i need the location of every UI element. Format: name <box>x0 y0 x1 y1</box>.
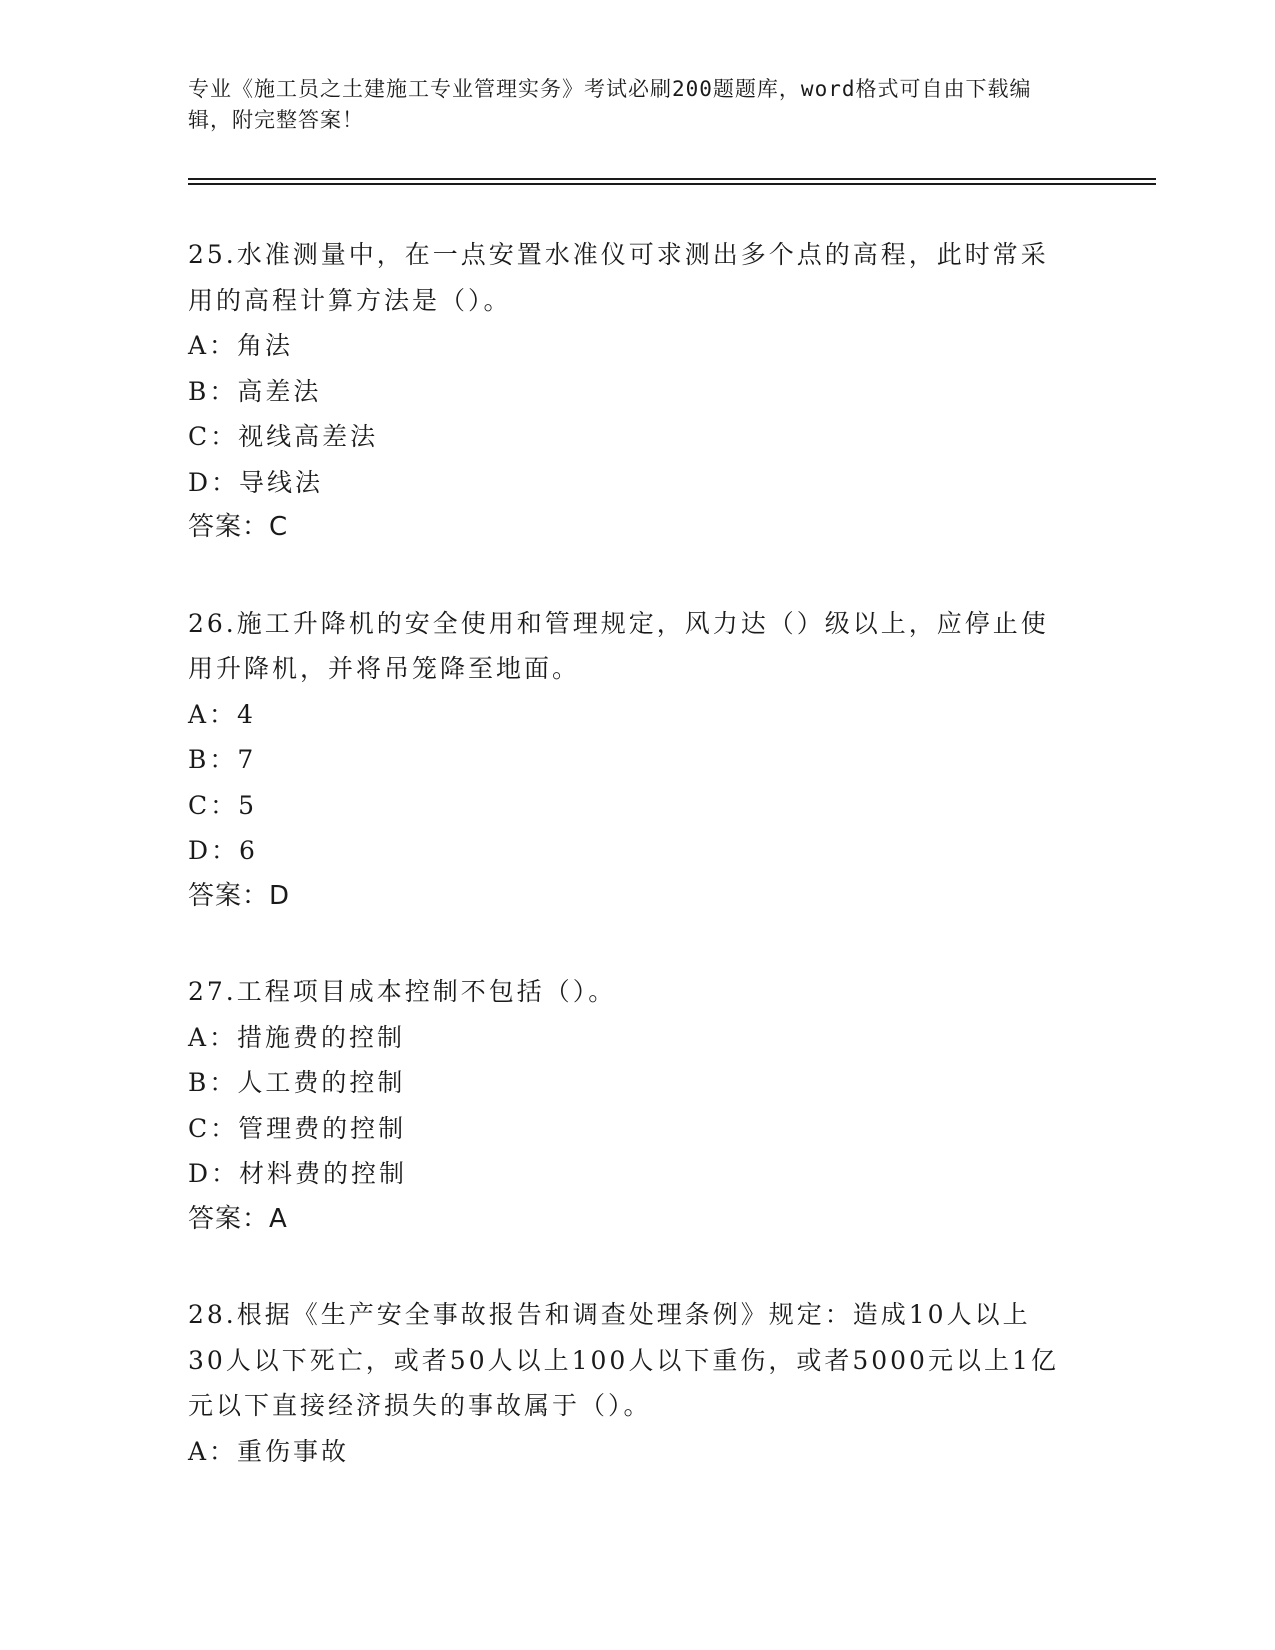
answer-label: 答案：C <box>188 512 289 542</box>
question-stem: 25.水准测量中，在一点安置水准仪可求测出多个点的高程，此时常采用的高程计算方法是（）。 <box>188 240 1049 315</box>
option-a: A：4 <box>188 699 256 729</box>
question-stem: 27.工程项目成本控制不包括（）。 <box>188 977 617 1006</box>
option-b: B：高差法 <box>188 376 322 406</box>
question-28 <box>188 1292 1088 1474</box>
question-stem: 28.根据《生产安全事故报告和调查处理条例》规定：造成10人以上30人以下死亡，或者50人以上100人以下重伤，或者5000元以上1亿元以下直接经济损失的事故属于（）。 <box>188 1300 1059 1420</box>
option-d: D：6 <box>188 836 258 865</box>
answer-label: 答案：A <box>188 1203 288 1234</box>
question-stem: 26.施工升降机的安全使用和管理规定，风力达（）级以上，应停止使用升降机，并将吊笼降至地面。 <box>188 608 1049 683</box>
option-b: B：人工费的控制 <box>188 1068 406 1097</box>
option-c: C：视线高差法 <box>188 422 379 451</box>
option-d: D：导线法 <box>188 467 324 497</box>
option-c: C：5 <box>188 790 258 820</box>
option-d: D：材料费的控制 <box>188 1159 408 1188</box>
option-c: C：管理费的控制 <box>188 1113 407 1143</box>
question-list <box>188 232 1088 1524</box>
document-header: 专业《施工员之土建施工专业管理实务》考试必刷200题题库，word格式可自由下载编辑，附完整答案！ <box>188 77 1032 132</box>
option-a: A：角法 <box>188 331 294 360</box>
question-26 <box>188 601 1088 920</box>
question-27 <box>188 969 1088 1242</box>
option-a: A：重伤事故 <box>188 1436 350 1466</box>
header-rule-bottom <box>188 183 1156 185</box>
option-a: A：措施费的控制 <box>188 1022 406 1052</box>
question-25 <box>188 232 1088 551</box>
answer-label: 答案：D <box>188 880 291 911</box>
option-b: B：7 <box>188 745 257 774</box>
header-rule-top <box>188 178 1156 180</box>
